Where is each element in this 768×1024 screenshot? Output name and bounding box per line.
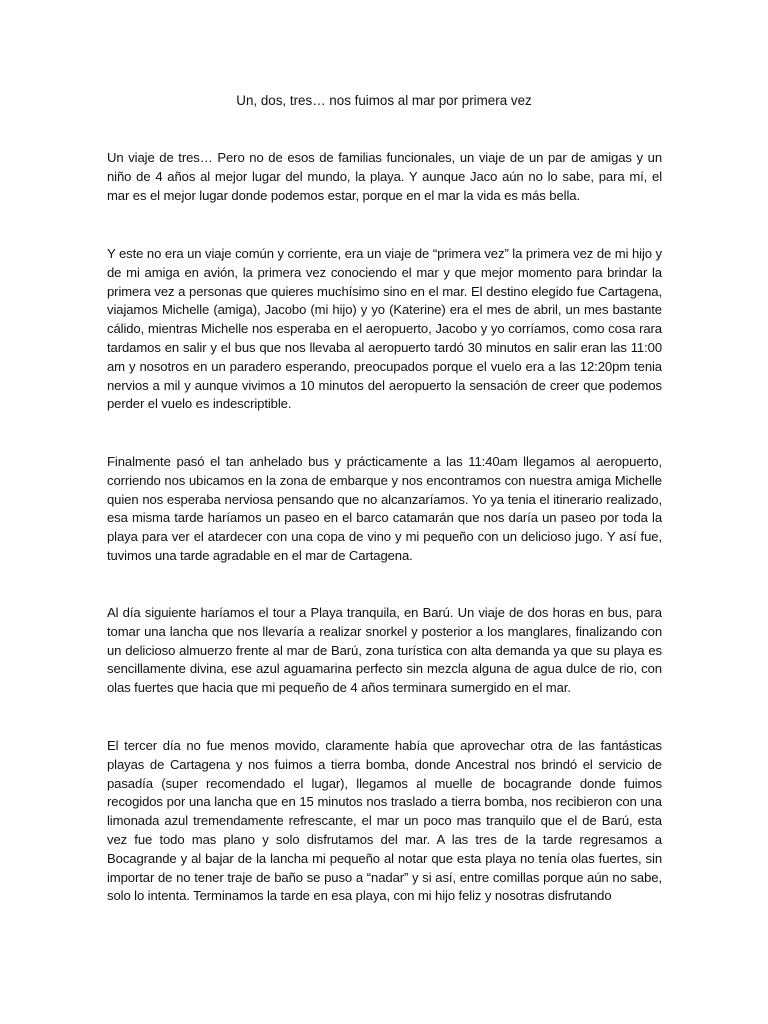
document-title: Un, dos, tres… nos fuimos al mar por primera vez <box>236 93 532 108</box>
paragraph-5: El tercer día no fue menos movido, claramente había que aprovechar otra de las fantásticas playas de Cartagena y nos fuimos a tierra bomba, donde Ancestral nos brindó el servicio de pasadía (super recomendado el lugar), llegamos al muelle de bocagrande donde fuimos recogidos por una lancha que en 15 minutos nos traslado a tierra bomba, nos recibieron con una limonada azul tremendamente refrescante, el mar un poco mas tranquilo que el de Barú, esta vez fue todo mas plano y solo disfrutamos del mar. A las tres de la tarde regresamos a Bocagrande y al bajar de la lancha mi pequeño al notar que esta playa no tenía olas fuertes, sin importar de no tener traje de baño se puso a “nadar” y si así, entre comillas porque aún no sabe, solo lo intenta. Terminamos la tarde en esa playa, con mi hijo feliz y nosotras disfrutando <box>107 738 662 904</box>
paragraph-1: Un viaje de tres… Pero no de esos de familias funcionales, un viaje de un par de amigas y un niño de 4 años al mejor lugar del mundo, la playa. Y aunque Jaco aún no lo sabe, para mí, el mar es el mejor lugar donde podemos estar, porque en el mar la vida es más bella. <box>107 150 662 203</box>
paragraph-4: Al día siguiente haríamos el tour a Playa tranquila, en Barú. Un viaje de dos horas en bus, para tomar una lancha que nos llevaría a realizar snorkel y posterior a los manglares, finalizando con un delicioso almuerzo frente al mar de Barú, zona turística con alta demanda ya que su playa es sencillamente divina, ese azul aguamarina perfecto sin mezcla alguna de agua dulce de rio, con olas fuertes que hacia que mi pequeño de 4 años terminara sumergido en el mar. <box>107 605 662 696</box>
paragraph-2: Y este no era un viaje común y corriente, era un viaje de “primera vez” la primera vez de mi hijo y de mi amiga en avión, la primera vez conociendo el mar y que mejor momento para brindar la primera vez a personas que quieres muchísimo sino en el mar. El destino elegido fue Cartagena, viajamos Michelle (amiga), Jacobo (mi hijo) y yo (Katerine) era el mes de abril, un mes bastante cálido, mientras Michelle nos esperaba en el aeropuerto, Jacobo y yo corríamos, como cosa rara tardamos en salir y el bus que nos llevaba al aeropuerto tardó 30 minutos en salir eran las 11:00 am y nosotros en un paradero esperando, preocupados porque el vuelo era a las 12:20pm tenia nervios a mil y aunque vivimos a 10 minutos del aeropuerto la sensación de creer que podemos perder el vuelo es indescriptible. <box>107 246 662 412</box>
paragraph-3: Finalmente pasó el tan anhelado bus y prácticamente a las 11:40am llegamos al aeropuerto, corriendo nos ubicamos en la zona de embarque y nos encontramos con nuestra amiga Michelle quien nos esperaba nerviosa pensando que no alcanzaríamos. Yo ya tenia el itinerario realizado, esa misma tarde haríamos un paseo en el barco catamarán que nos daría un paseo por toda la playa para ver el atardecer con una copa de vino y mi pequeño con un delicioso jugo. Y así fue, tuvimos una tarde agradable en el mar de Cartagena. <box>107 454 662 563</box>
